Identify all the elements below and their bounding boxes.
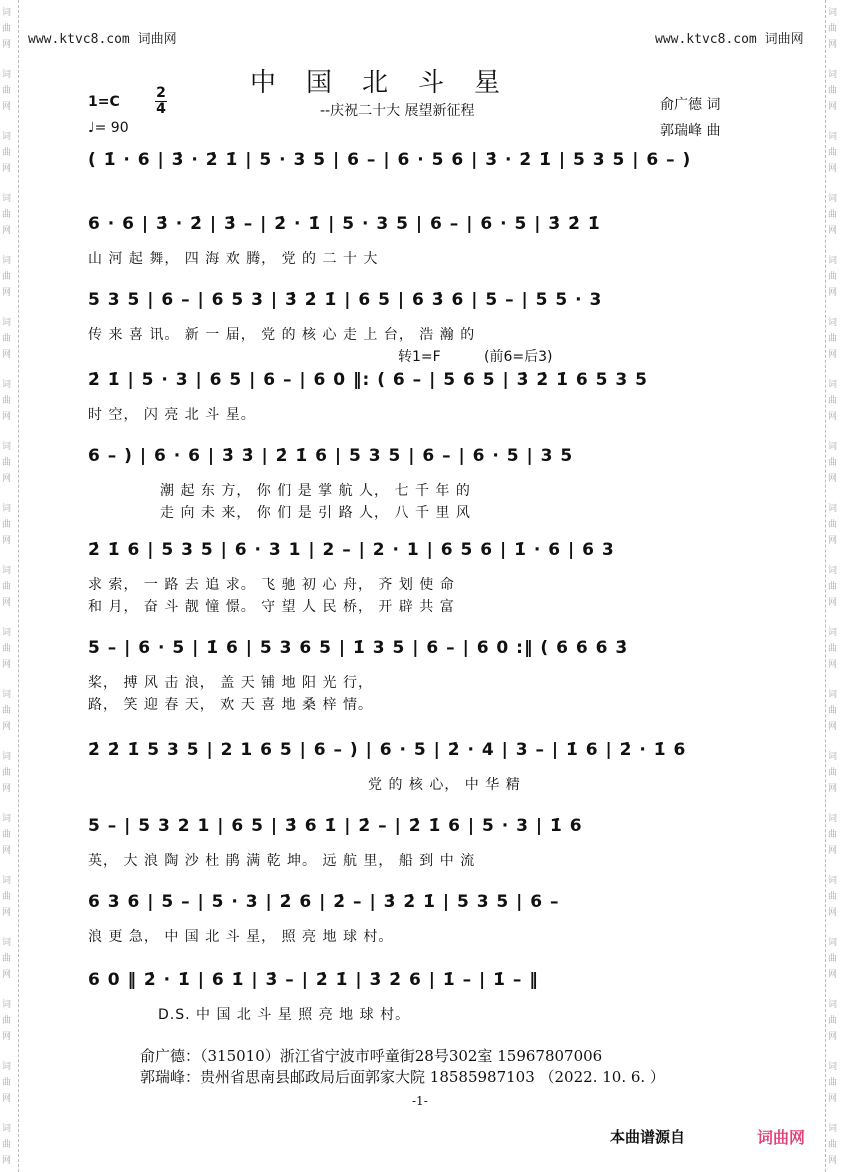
watermark-char: 词 xyxy=(828,938,838,948)
watermark-char: 网 xyxy=(2,1032,12,1042)
watermark-char: 词 xyxy=(2,628,12,638)
watermark-char: 网 xyxy=(828,350,838,360)
watermark-char: 网 xyxy=(2,1094,12,1104)
watermark-char: 曲 xyxy=(2,458,12,468)
watermark-char: 词 xyxy=(828,1000,838,1010)
watermark-char: 词 xyxy=(828,566,838,576)
watermark-char: 词 xyxy=(2,938,12,948)
watermark-char: 曲 xyxy=(828,582,838,592)
watermark-char: 网 xyxy=(2,536,12,546)
notation-line: 2̇ 2̇ 1̇ 5 3 5 | 2 1 6 5 | 6 – ) | 6 · 5 | 2̇ · 4 | 3 – | 1̇ 6 | 2̇ · 1̇ 6 xyxy=(88,740,687,760)
watermark-char: 词 xyxy=(828,814,838,824)
lyric-line: 时 空， 闪 亮 北 斗 星。 xyxy=(88,407,256,423)
watermark-char: 曲 xyxy=(2,582,12,592)
watermark-char: 词 xyxy=(828,318,838,328)
watermark-char: 网 xyxy=(828,164,838,174)
watermark-char: 网 xyxy=(828,1156,838,1166)
modulation-marking: 转1=F xyxy=(398,349,441,365)
watermark-char: 词 xyxy=(828,1062,838,1072)
watermark-char: 曲 xyxy=(2,396,12,406)
watermark-char: 网 xyxy=(2,102,12,112)
watermark-char: 曲 xyxy=(2,272,12,282)
lyric-line: 潮 起 东 方， 你 们 是 掌 航 人， 七 千 年 的 xyxy=(160,483,471,499)
watermark-char: 曲 xyxy=(2,24,12,34)
watermark-char: 网 xyxy=(2,288,12,298)
watermark-char: 网 xyxy=(828,536,838,546)
watermark-char: 网 xyxy=(828,226,838,236)
watermark-char: 词 xyxy=(2,752,12,762)
notation-line: 5 – | 5 3 2 1 | 6 5 | 3̇ 6 1̇ | 2̇ – | 2̇ 1̇ 6 | 5 · 3 | 1̇ 6 xyxy=(88,816,583,836)
watermark-char: 曲 xyxy=(828,148,838,158)
watermark-char: 曲 xyxy=(828,334,838,344)
watermark-char: 曲 xyxy=(2,1016,12,1026)
watermark-char: 曲 xyxy=(2,954,12,964)
watermark-char: 曲 xyxy=(828,954,838,964)
watermark-char: 网 xyxy=(2,1156,12,1166)
watermark-char: 词 xyxy=(828,752,838,762)
watermark-char: 网 xyxy=(2,846,12,856)
time-signature xyxy=(155,86,167,117)
watermark-char: 词 xyxy=(2,8,12,18)
watermark-char: 曲 xyxy=(828,892,838,902)
watermark-char: 曲 xyxy=(2,148,12,158)
watermark-char: 词 xyxy=(2,690,12,700)
watermark-char: 词 xyxy=(828,380,838,390)
right-watermark-strip xyxy=(825,0,843,1172)
lyric-line: 求 索， 一 路 去 追 求。 飞 驰 初 心 舟， 齐 划 使 命 xyxy=(88,577,455,593)
watermark-char: 曲 xyxy=(2,706,12,716)
watermark-char: 词 xyxy=(2,442,12,452)
lyric-line: 桨， 搏 风 击 浪， 盖 天 铺 地 阳 光 行， xyxy=(88,675,373,691)
watermark-char: 曲 xyxy=(2,1140,12,1150)
lyric-line: 和 月， 奋 斗 靓 憧 憬。 守 望 人 民 桥， 开 辟 共 富 xyxy=(88,599,455,615)
watermark-char: 曲 xyxy=(828,458,838,468)
brand-logo-text[interactable]: 词曲网 xyxy=(757,1128,806,1147)
lyric-line: 传 来 喜 讯。 新 一 届， 党 的 核 心 走 上 台， 浩 瀚 的 xyxy=(88,327,476,343)
tempo-marking: ♩= 90 xyxy=(88,120,129,136)
notation-line: 6 0 ‖ 2̇ · 1̇ | 6 1̇ | 3̇ – | 2̇ 1̇ | 3̇ 2̇ 6 | 1̇ – | 1̇ – ‖ xyxy=(88,970,539,990)
watermark-char: 词 xyxy=(2,566,12,576)
watermark-char: 曲 xyxy=(828,86,838,96)
watermark-char: 网 xyxy=(2,40,12,50)
notation-line: ( 1̇ · 6 | 3̇ · 2̇ 1̇ | 5 · 3 5 | 6 – | 6 · 5 6 | 3̇ · 2̇ 1̇ | 5 3 5 | 6 – ) xyxy=(88,150,692,170)
watermark-char: 词 xyxy=(828,504,838,514)
lyric-line: 山 河 起 舞， 四 海 欢 腾， 党 的 二 十 大 xyxy=(88,251,379,267)
lyric-line: 英， 大 浪 陶 沙 杜 鹃 满 乾 坤。 远 航 里， 船 到 中 流 xyxy=(88,853,476,869)
notation-line: 6 · 6 | 3̇ · 2̇ | 3̇ – | 2̇ · 1̇ | 5 · 3 5 | 6 – | 6 · 5 | 3̇ 2̇ 1̇ xyxy=(88,214,601,234)
notation-line: 2̇ 1̇ | 5 · 3 | 6 5 | 6 – | 6 0 ‖: ( 6 – | 5 6 5 | 3̇ 2̇ 1̇ 6 5 3 5 xyxy=(88,370,648,390)
watermark-char: 曲 xyxy=(828,210,838,220)
watermark-char: 词 xyxy=(2,256,12,266)
song-title: 中国北斗星 xyxy=(250,68,531,98)
watermark-char: 网 xyxy=(828,970,838,980)
notation-line: 6 3 6 | 5 – | 5 · 3 | 2̇ 6 | 2̇ – | 3̇ 2̇ 1̇ | 5 3 5 | 6 – xyxy=(88,892,560,912)
watermark-char: 词 xyxy=(828,70,838,80)
watermark-char: 词 xyxy=(828,876,838,886)
watermark-char: 网 xyxy=(828,660,838,670)
watermark-char: 网 xyxy=(2,722,12,732)
watermark-char: 曲 xyxy=(828,706,838,716)
watermark-char: 曲 xyxy=(2,644,12,654)
watermark-char: 词 xyxy=(828,8,838,18)
watermark-char: 词 xyxy=(2,318,12,328)
watermark-char: 词 xyxy=(2,1000,12,1010)
watermark-char: 词 xyxy=(2,1124,12,1134)
watermark-char: 词 xyxy=(828,194,838,204)
time-signature-bottom: 4 xyxy=(156,101,166,117)
watermark-char: 曲 xyxy=(2,210,12,220)
watermark-char: 词 xyxy=(828,628,838,638)
lyricist-contact: 俞广德：（315010）浙江省宁波市呼童街28号302室 15967807006 xyxy=(140,1047,603,1065)
watermark-char: 网 xyxy=(828,784,838,794)
watermark-char: 曲 xyxy=(828,644,838,654)
composer-contact: 郭瑞峰：贵州省思南县邮政局后面郭家大院 18585987103 （2022. 10. 6. ） xyxy=(140,1068,665,1086)
watermark-char: 词 xyxy=(2,132,12,142)
watermark-char: 曲 xyxy=(2,520,12,530)
time-signature-top: 2 xyxy=(156,85,166,101)
watermark-char: 曲 xyxy=(828,1016,838,1026)
notation-line: 2̇ 1̇ 6 | 5 3 5 | 6 · 3 1 | 2 – | 2 · 1 | 6 5 6 | 1̇ · 6 | 6 3 xyxy=(88,540,615,560)
watermark-char: 词 xyxy=(828,442,838,452)
watermark-char: 词 xyxy=(2,504,12,514)
watermark-char: 词 xyxy=(2,70,12,80)
watermark-char: 曲 xyxy=(828,272,838,282)
watermark-char: 词 xyxy=(828,1124,838,1134)
watermark-char: 曲 xyxy=(828,1078,838,1088)
watermark-char: 网 xyxy=(828,102,838,112)
watermark-char: 曲 xyxy=(828,396,838,406)
notation-line: 5 – | 6 · 5 | 1̇ 6 | 5 3 6 5 | 1̇ 3 5 | 6 – | 6 0 :‖ ( 6 6 6 3̇ xyxy=(88,638,629,658)
watermark-char: 曲 xyxy=(828,830,838,840)
watermark-char: 网 xyxy=(2,908,12,918)
watermark-char: 网 xyxy=(2,598,12,608)
source-label: 本曲谱源自 xyxy=(610,1128,686,1146)
watermark-char: 词 xyxy=(828,256,838,266)
song-subtitle: --庆祝二十大 展望新征程 xyxy=(320,103,475,119)
key-signature: 1=C xyxy=(88,94,120,110)
watermark-char: 曲 xyxy=(2,334,12,344)
modulation-note: (前6=后3) xyxy=(484,349,553,365)
watermark-char: 曲 xyxy=(2,1078,12,1088)
watermark-char: 网 xyxy=(828,722,838,732)
watermark-char: 网 xyxy=(2,350,12,360)
watermark-char: 网 xyxy=(828,412,838,422)
watermark-char: 网 xyxy=(2,970,12,980)
watermark-char: 曲 xyxy=(2,830,12,840)
watermark-char: 网 xyxy=(2,412,12,422)
lyric-line: 走 向 未 来， 你 们 是 引 路 人， 八 千 里 风 xyxy=(160,505,471,521)
watermark-char: 网 xyxy=(828,288,838,298)
composer-credit: 郭瑞峰 曲 xyxy=(660,123,721,139)
notation-line: 5 3 5 | 6 – | 6 5 3 | 3̇ 2̇ 1̇ | 6 5 | 6 3̇ 6 | 5 – | 5 5 · 3 xyxy=(88,290,603,310)
watermark-char: 曲 xyxy=(828,24,838,34)
watermark-char: 曲 xyxy=(828,768,838,778)
watermark-char: 词 xyxy=(2,814,12,824)
watermark-char: 网 xyxy=(2,784,12,794)
watermark-char: 词 xyxy=(2,194,12,204)
watermark-char: 网 xyxy=(828,40,838,50)
watermark-char: 网 xyxy=(828,1094,838,1104)
site-url-right[interactable]: www.ktvc8.com 词曲网 xyxy=(655,32,804,47)
watermark-char: 词 xyxy=(2,1062,12,1072)
lyric-line: 路， 笑 迎 春 天， 欢 天 喜 地 桑 梓 情。 xyxy=(88,697,373,713)
site-url-left[interactable]: www.ktvc8.com 词曲网 xyxy=(28,32,177,47)
watermark-char: 网 xyxy=(828,598,838,608)
lyricist-credit: 俞广德 词 xyxy=(660,97,721,113)
watermark-char: 网 xyxy=(828,846,838,856)
watermark-char: 网 xyxy=(828,1032,838,1042)
watermark-char: 网 xyxy=(2,226,12,236)
watermark-char: 词 xyxy=(2,876,12,886)
watermark-char: 网 xyxy=(2,474,12,484)
lyric-line: D.S. 中 国 北 斗 星 照 亮 地 球 村。 xyxy=(158,1007,411,1023)
lyric-line: 党 的 核 心， 中 华 精 xyxy=(368,777,521,793)
watermark-char: 词 xyxy=(2,380,12,390)
watermark-char: 曲 xyxy=(828,520,838,530)
page-number: -1- xyxy=(412,1094,428,1108)
watermark-char: 网 xyxy=(2,164,12,174)
watermark-char: 曲 xyxy=(2,768,12,778)
lyric-line: 浪 更 急， 中 国 北 斗 星， 照 亮 地 球 村。 xyxy=(88,929,394,945)
left-watermark-strip xyxy=(0,0,19,1172)
watermark-char: 曲 xyxy=(828,1140,838,1150)
watermark-char: 网 xyxy=(828,908,838,918)
watermark-char: 网 xyxy=(828,474,838,484)
watermark-char: 词 xyxy=(828,690,838,700)
watermark-char: 曲 xyxy=(2,86,12,96)
watermark-char: 网 xyxy=(2,660,12,670)
watermark-char: 曲 xyxy=(2,892,12,902)
watermark-char: 词 xyxy=(828,132,838,142)
notation-line: 6 – ) | 6 · 6 | 3̇ 3̇ | 2̇ 1̇ 6 | 5 3 5 | 6 – | 6 · 5 | 3 5 xyxy=(88,446,574,466)
